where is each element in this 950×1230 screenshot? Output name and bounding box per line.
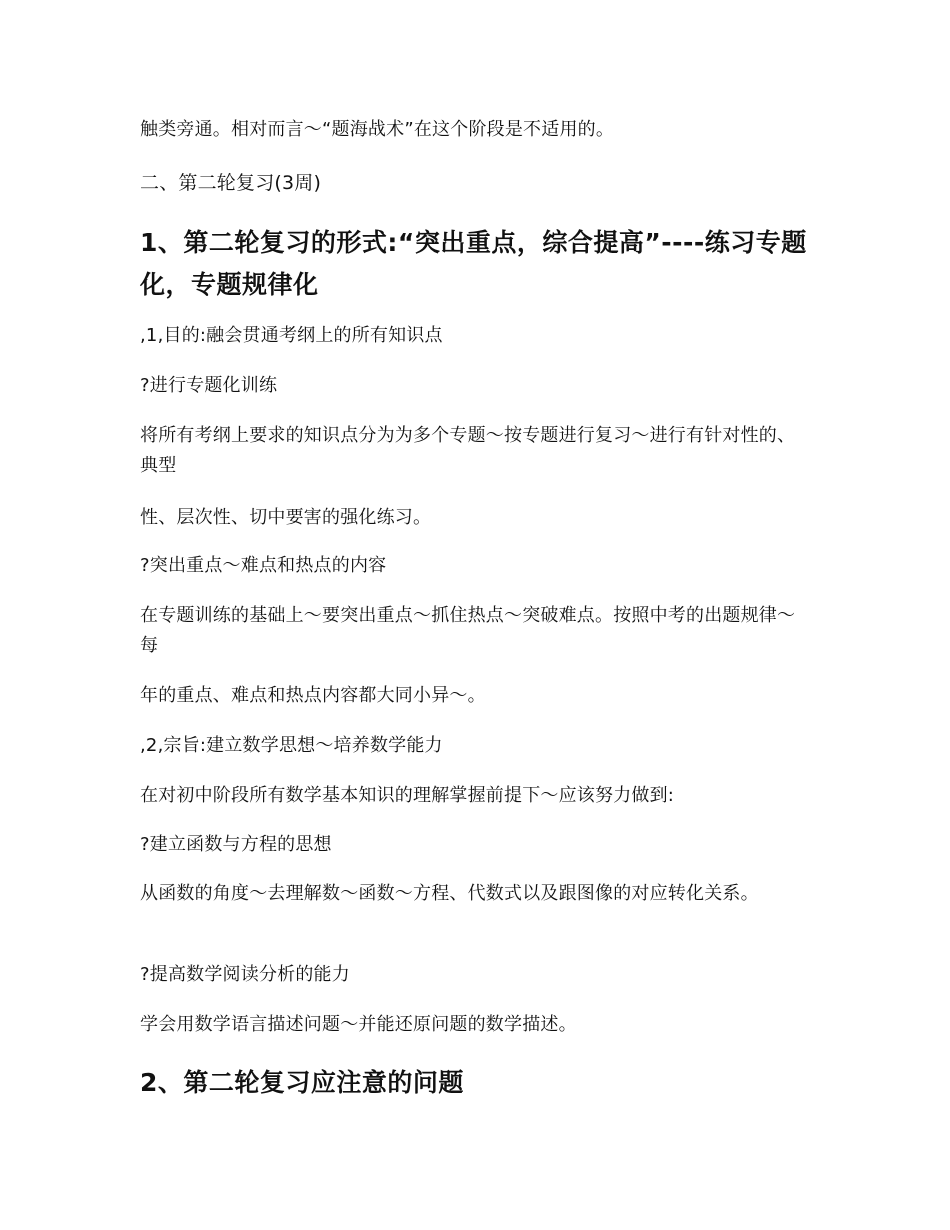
paragraph-function-equation: 从函数的角度～去理解数～函数～方程、代数式以及跟图像的对应转化关系。: [140, 883, 759, 904]
heading-round-two-form: 1、第二轮复习的形式:“突出重点，综合提高”----练习专题化，专题规律化: [140, 228, 807, 299]
paragraph-aim: 在对初中阶段所有数学基本知识的理解掌握前提下～应该努力做到:: [140, 785, 675, 806]
paragraph-topic-training-cont: 性、层次性、切中要害的强化练习。: [140, 507, 432, 528]
paragraph-reading-analysis: 学会用数学语言描述问题～并能还原问题的数学描述。: [140, 1014, 577, 1035]
subheading-purpose: ,1,目的:融会贯通考纲上的所有知识点: [140, 325, 443, 346]
heading-round-two-notes: 2、第二轮复习应注意的问题: [140, 1068, 464, 1097]
section-heading-round-two: 二、第二轮复习(3周): [140, 172, 322, 194]
bullet-reading-analysis: ?提高数学阅读分析的能力: [140, 964, 350, 985]
paragraph-continuation: 触类旁通。相对而言～“题海战术”在这个阶段是不适用的。: [140, 119, 615, 140]
bullet-key-points: ?突出重点～难点和热点的内容: [140, 555, 387, 576]
bullet-topic-training: ?进行专题化训练: [140, 375, 278, 396]
paragraph-key-points-cont: 年的重点、难点和热点内容都大同小异～。: [140, 685, 486, 706]
paragraph-topic-training: 将所有考纲上要求的知识点分为为多个专题～按专题进行复习～进行有针对性的、典型: [140, 425, 796, 476]
subheading-aim: ,2,宗旨:建立数学思想～培养数学能力: [140, 735, 443, 756]
bullet-function-equation: ?建立函数与方程的思想: [140, 834, 332, 855]
paragraph-key-points: 在专题训练的基础上～要突出重点～抓住热点～突破难点。按照中考的出题规律～每: [140, 605, 796, 656]
